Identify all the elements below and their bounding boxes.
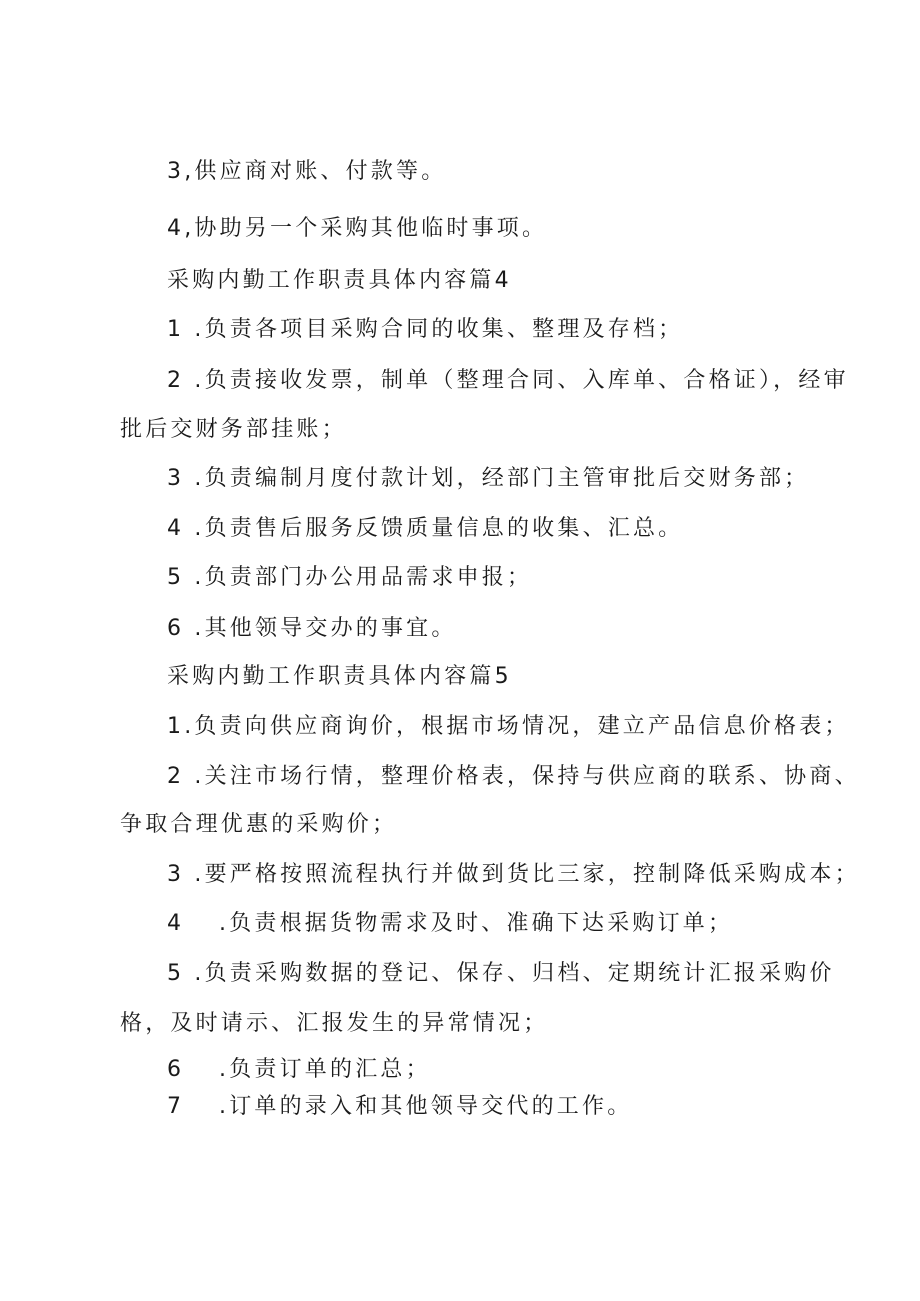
paragraph-item-4: 4,协助另一个采购其他临时事项。 (167, 216, 548, 241)
list-item: 5 .负责采购数据的登记、保存、归档、定期统计汇报采购价 (167, 961, 835, 986)
paragraph-item-3: 3,供应商对账、付款等。 (167, 159, 447, 184)
list-item-continuation: 批后交财务部挂账； (120, 417, 347, 442)
list-item-continuation: 争取合理优惠的采购价； (120, 812, 398, 837)
item-number: 6 (167, 1057, 185, 1082)
item-text: .订单的录入和其他领导交代的工作。 (219, 1094, 633, 1119)
item-text: .负责根据货物需求及时、准确下达采购订单； (219, 911, 734, 936)
list-item (167, 1093, 632, 1121)
list-item (167, 910, 733, 938)
section-heading-5: 采购内勤工作职责具体内容篇5 (167, 664, 512, 689)
list-item: 4 .负责售后服务反馈质量信息的收集、汇总。 (167, 516, 684, 541)
list-item (167, 1056, 431, 1084)
item-text: .负责订单的汇总； (219, 1057, 431, 1082)
list-item: 3 .负责编制月度付款计划，经部门主管审批后交财务部； (167, 466, 810, 491)
list-item: 2 .负责接收发票，制单（整理合同、入库单、合格证），经审 (167, 368, 849, 393)
list-item-continuation: 格，及时请示、汇报发生的异常情况； (120, 1011, 549, 1036)
list-item: 2 .关注市场行情，整理价格表，保持与供应商的联系、协商、 (167, 764, 860, 789)
list-item: 1 .负责各项目采购合同的收集、整理及存档； (167, 317, 684, 342)
list-item: 6 .其他领导交办的事宜。 (167, 616, 457, 641)
section-heading-4: 采购内勤工作职责具体内容篇4 (167, 268, 512, 293)
item-number: 7 (167, 1094, 185, 1119)
item-number: 4 (167, 911, 185, 936)
list-item: 1.负责向供应商询价，根据市场情况，建立产品信息价格表； (167, 714, 850, 739)
list-item: 5 .负责部门办公用品需求申报； (167, 565, 533, 590)
list-item: 3 .要严格按照流程执行并做到货比三家，控制降低采购成本； (167, 862, 860, 887)
